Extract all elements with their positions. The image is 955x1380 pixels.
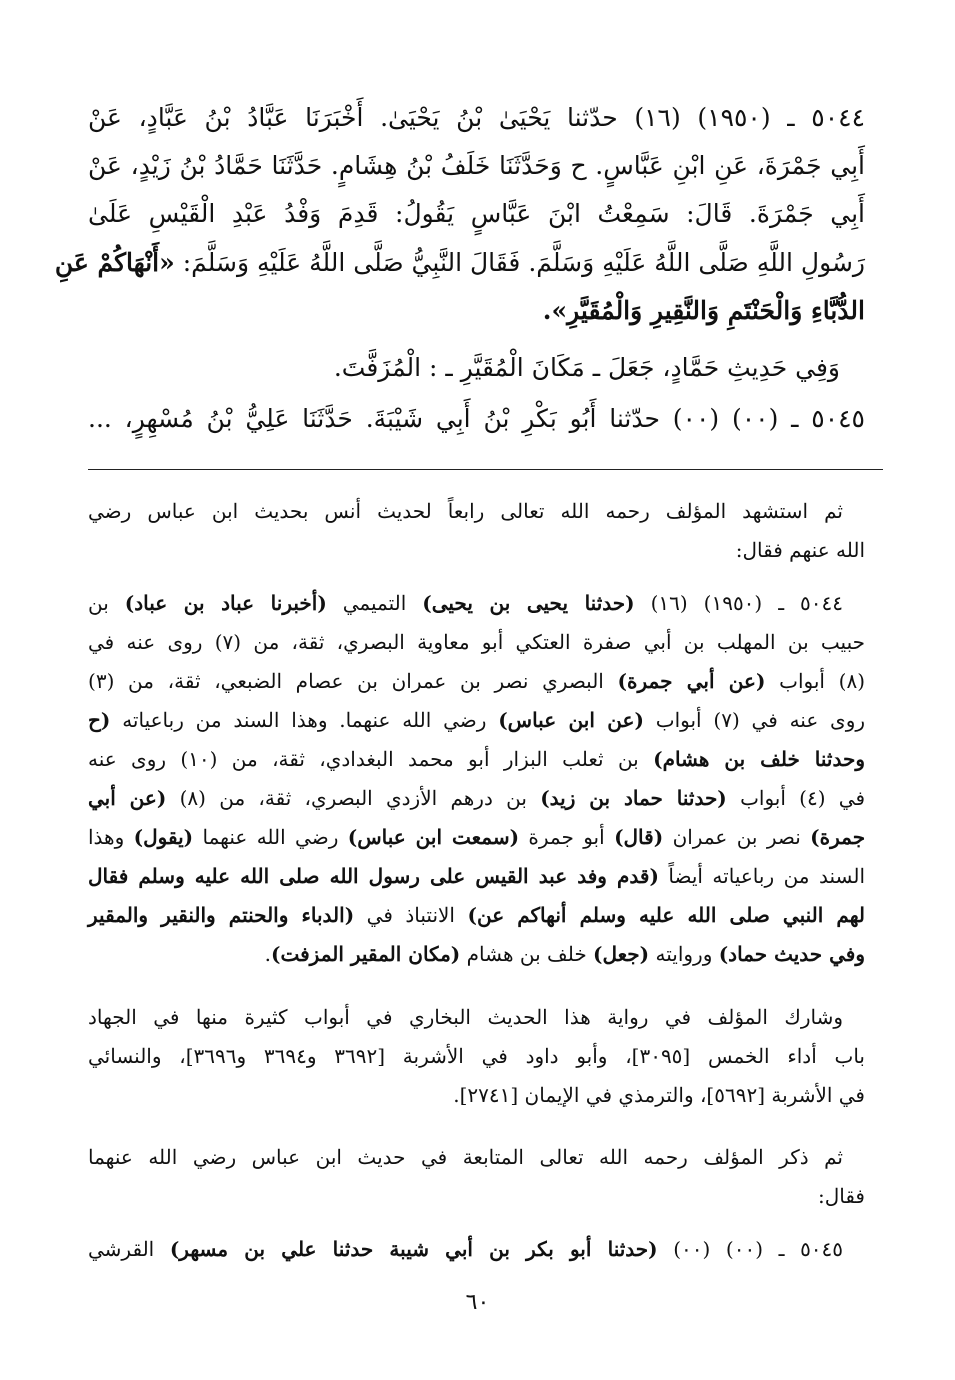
hadith-number: ٥٠٤٤ ـ (١٩٥٠) (١٦) — [650, 591, 843, 615]
commentary-text: خلف بن هشام — [466, 942, 587, 966]
commentary-text: . — [264, 942, 272, 966]
narrator-bold: (قال) — [614, 825, 664, 849]
commentary-line — [88, 703, 865, 737]
commentary-line — [88, 781, 865, 815]
commentary-text: السند من رباعياته أيضاً — [668, 864, 866, 888]
commentary-line: في الأشربة [٥٦٩٢]، والترمذي في الإيمان [٢٧٤١]. — [453, 1083, 865, 1107]
narrator-bold: جمرة) — [810, 825, 866, 849]
commentary-text: (٨) أبواب — [779, 669, 866, 693]
narrator-bold: (حدثنا أبو بكر بن أبي شيبة حدثنا علي بن مسهر) — [169, 1237, 658, 1261]
commentary-line — [88, 586, 843, 620]
commentary-text: القرشي — [88, 1237, 155, 1261]
narrator-bold: (عن ابن عباس) — [498, 708, 644, 732]
hadith-text: رَسُولِ اللَّهِ صَلَّى اللَّهُ عَلَيْهِ وَسَلَّمَ. فَقَالَ النَّبِيُّ صَلَّى اللَّهُ عَلَيْهِ وَسَلَّمَ: — [182, 248, 865, 277]
hadith-quote: الدُّبَّاءِ وَالْحَنْتَمِ وَالنَّقِيرِ وَالْمُقَيَّرِ». — [542, 296, 865, 325]
hadith-line: أَبِي جَمْرَةَ. قَالَ: سَمِعْتُ ابْنَ عَبَّاسٍ يَقُولُ: قَدِمَ وَفْدُ عَبْدِ الْقَيْسِ عَلَىٰ — [88, 199, 865, 228]
commentary-line — [88, 898, 865, 932]
hadith-number: ٥٠٤٥ ـ (٠٠) (٠٠) — [673, 1237, 844, 1261]
narrator-bold: (ح — [88, 708, 111, 732]
narrator-bold: (سمعت ابن عباس) — [347, 825, 520, 849]
commentary-text: روى عنه في (٧) أبواب — [655, 708, 866, 732]
commentary-line — [88, 1232, 843, 1266]
commentary-line: وشارك المؤلف في رواية هذا الحديث البخاري في أبواب كثيرة منها في الجهاد — [88, 1005, 843, 1029]
narrator-bold: (يقول) — [133, 825, 194, 849]
commentary-line: فقال: — [817, 1184, 865, 1208]
commentary-line: ثم ذكر المؤلف رحمه الله تعالى المتابعة في حديث ابن عباس رضي الله عنهما — [88, 1145, 844, 1169]
commentary-text: في (٤) أبواب — [740, 786, 866, 810]
narrator-bold: (عن أبي جمرة) — [617, 669, 766, 693]
commentary-text: الانتباذ في — [366, 903, 455, 927]
narrator-bold: (أخبرنا عباد بن عباد) — [124, 591, 327, 615]
hadith-line — [54, 243, 865, 283]
commentary-text: وهذا — [88, 825, 125, 849]
commentary-line: باب أداء الخمس [٣٠٩٥]، وأبو داود في الأشربة [٣٦٩٢ و٣٦٩٤ و٣٦٩٦]، والنسائي — [88, 1044, 865, 1068]
commentary-line — [88, 859, 865, 893]
commentary-text: نصر بن عمران — [672, 825, 801, 849]
footnote-divider — [88, 469, 883, 470]
commentary-text: بن ثعلب البزار أبو محمد البغدادي، ثقة، من (١٠) روى عنه — [88, 747, 639, 771]
page-number: ٦٠ — [465, 1290, 490, 1315]
narrator-bold: وحدثنا خلف بن هشام) — [653, 747, 865, 771]
hadith-quote: «أَنْهَاكُمْ عَنِ — [54, 248, 175, 277]
hadith-line — [88, 291, 865, 331]
commentary-line — [88, 820, 865, 854]
commentary-line: ثم استشهد المؤلف رحمه الله تعالى رابعاً لحديث أنس بحديث ابن عباس رضي — [88, 499, 843, 523]
hadith-line: ٥٠٤٤ ـ (١٩٥٠) (١٦) حدّثنا يَحْيَىٰ بْنُ يَحْيَىٰ. أَخْبَرَنَا عَبَّادُ بْنُ عَبَّادٍ، عَنْ — [88, 103, 865, 132]
narrator-bold: (مكان المقير المزفت) — [271, 942, 461, 966]
commentary-line — [88, 937, 865, 971]
commentary-text: رضي الله عنهما. وهذا السند من رباعياته — [122, 708, 487, 732]
narrator-bold: لهم النبي صلى الله عليه وسلم أنهاكم عن) — [467, 903, 866, 927]
commentary-text: التميمي — [342, 591, 407, 615]
narrator-bold: (عن أبي — [88, 786, 167, 810]
hadith-line: ٥٠٤٥ ـ (٠٠) (٠٠) حدّثنا أَبُو بَكْرِ بْنُ أَبِي شَيْبَةَ. حَدَّثَنَا عَلِيُّ بْنُ مُسْهِرٍ، ... — [88, 404, 865, 433]
commentary-text: بن درهم الأزدي البصري، ثقة، من (٨) — [179, 786, 527, 810]
commentary-line: حبيب بن المهلب بن أبي صفرة العتكي أبو معاوية البصري، ثقة، من (٧) روى عنه في — [88, 630, 865, 654]
narrator-bold: (الدباء والحنتم والنقير والمقير — [88, 903, 355, 927]
narrator-bold: (حدثنا يحيى بن يحيى) — [422, 591, 635, 615]
commentary-line — [88, 664, 865, 698]
commentary-text: وروايته — [655, 942, 713, 966]
narrator-bold: وفي حديث حماد) — [718, 942, 865, 966]
commentary-text: البصري نصر بن عمران بن عصام الضبعي، ثقة، من (٣) — [88, 669, 604, 693]
hadith-line: وَفِي حَدِيثِ حَمَّادٍ، جَعَلَ ـ مَكَانَ الْمُقَيَّرِ ـ : الْمُزَفَّتَ. — [333, 353, 840, 382]
commentary-text: رضي الله عنهما — [202, 825, 339, 849]
narrator-bold: (قدم وفد عبد القيس على رسول الله صلى الله عليه وسلم فقال — [88, 864, 659, 888]
commentary-line — [88, 742, 865, 776]
commentary-text: بن — [88, 591, 109, 615]
hadith-line: أَبِي جَمْرَةَ، عَنِ ابْنِ عَبَّاسٍ. ح وَحَدَّثَنَا خَلَفُ بْنُ هِشَامٍ. حَدَّثَنَا حَمَّادُ بْنُ زَيْدٍ، عَنْ — [88, 151, 865, 180]
commentary-line: الله عنهم فقال: — [735, 538, 865, 562]
narrator-bold: (جعل) — [593, 942, 650, 966]
commentary-text: أبو جمرة — [528, 825, 605, 849]
narrator-bold: (حدثنا حماد بن زيد) — [540, 786, 727, 810]
